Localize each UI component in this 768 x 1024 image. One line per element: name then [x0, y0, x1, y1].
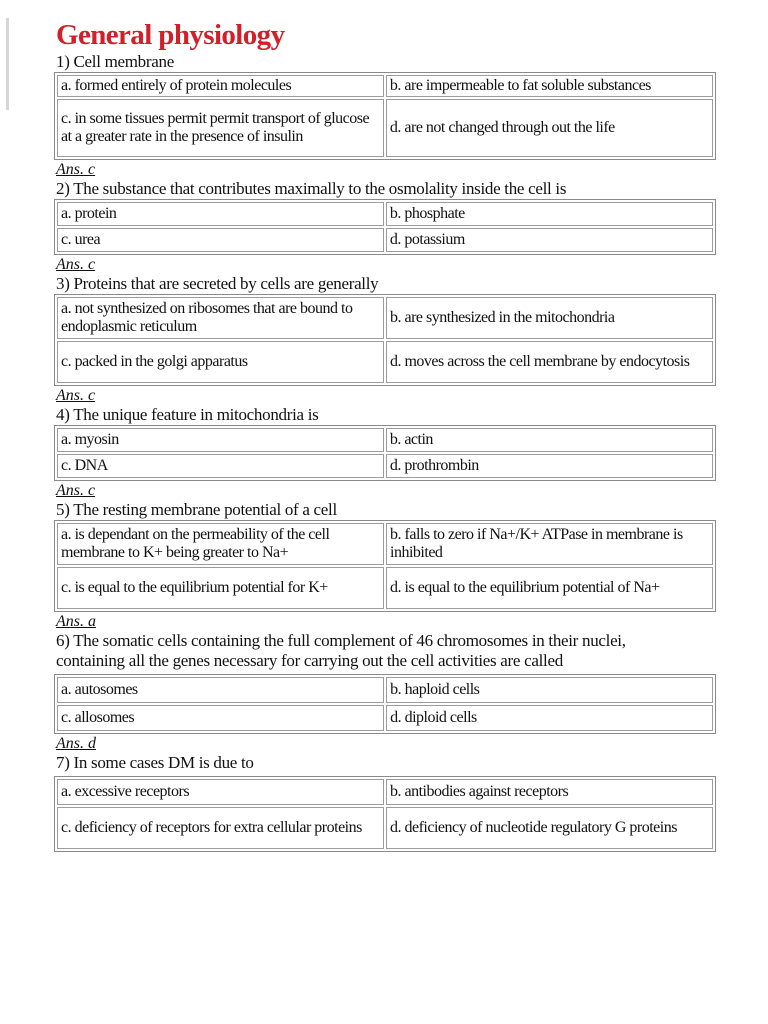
answer-text: Ans. c — [56, 482, 96, 499]
option-cell: c. deficiency of receptors for extra cellular proteins — [57, 807, 384, 849]
option-cell: b. actin — [386, 428, 713, 452]
table-row — [57, 75, 713, 97]
answer-text: Ans. c — [56, 161, 96, 178]
option-cell: a. is dependant on the permeability of the cell membrane to K+ being greater to Na+ — [57, 523, 384, 565]
option-cell: b. antibodies against receptors — [386, 779, 713, 805]
answer-text: Ans. a — [56, 613, 96, 630]
option-cell: d. are not changed through out the life — [386, 99, 713, 157]
option-cell: d. deficiency of nucleotide regulatory G proteins — [386, 807, 713, 849]
option-cell: b. are impermeable to fat soluble substances — [386, 75, 713, 97]
option-cell: a. formed entirely of protein molecules — [57, 75, 384, 97]
answer-text: Ans. d — [56, 735, 96, 752]
question-text: 1) Cell membrane — [56, 52, 174, 71]
option-cell: d. moves across the cell membrane by endocytosis — [386, 341, 713, 383]
options-table — [54, 520, 716, 612]
option-cell: a. excessive receptors — [57, 779, 384, 805]
option-cell: a. autosomes — [57, 677, 384, 703]
options-table — [54, 776, 716, 852]
table-row — [57, 228, 713, 252]
option-cell: a. protein — [57, 202, 384, 226]
question-text: 4) The unique feature in mitochondria is — [56, 405, 319, 424]
option-cell: a. myosin — [57, 428, 384, 452]
option-cell: c. DNA — [57, 454, 384, 478]
question-text: 5) The resting membrane potential of a cell — [56, 500, 337, 519]
table-row — [57, 428, 713, 452]
table-row — [57, 705, 713, 731]
option-cell: d. potassium — [386, 228, 713, 252]
table-row — [57, 202, 713, 226]
option-cell: b. are synthesized in the mitochondria — [386, 297, 713, 339]
page-title: General physiology — [56, 19, 285, 51]
table-row — [57, 677, 713, 703]
table-row — [57, 297, 713, 339]
table-row — [57, 99, 713, 157]
option-cell: d. diploid cells — [386, 705, 713, 731]
table-row — [57, 567, 713, 609]
option-cell: a. not synthesized on ribosomes that are bound to endoplasmic reticulum — [57, 297, 384, 339]
options-table — [54, 294, 716, 386]
options-table — [54, 425, 716, 481]
answer-text: Ans. c — [56, 387, 96, 404]
question-text: 3) Proteins that are secreted by cells are generally — [56, 274, 379, 293]
options-table — [54, 72, 716, 160]
question-text: 7) In some cases DM is due to — [56, 753, 254, 772]
table-row — [57, 807, 713, 849]
table-row — [57, 523, 713, 565]
options-table — [54, 674, 716, 734]
option-cell: c. urea — [57, 228, 384, 252]
option-cell: b. haploid cells — [386, 677, 713, 703]
question-text: 2) The substance that contributes maximally to the osmolality inside the cell is — [56, 179, 567, 198]
option-cell: d. is equal to the equilibrium potential of Na+ — [386, 567, 713, 609]
table-row — [57, 779, 713, 805]
option-cell: c. in some tissues permit permit transport of glucose at a greater rate in the presence of insulin — [57, 99, 384, 157]
options-table — [54, 199, 716, 255]
table-row — [57, 454, 713, 478]
option-cell: b. phosphate — [386, 202, 713, 226]
document-page — [56, 18, 718, 853]
option-cell: c. is equal to the equilibrium potential for K+ — [57, 567, 384, 609]
option-cell: c. packed in the golgi apparatus — [57, 341, 384, 383]
table-row — [57, 341, 713, 383]
answer-text: Ans. c — [56, 256, 96, 273]
option-cell: b. falls to zero if Na+/K+ ATPase in membrane is inhibited — [386, 523, 713, 565]
scroll-indicator — [6, 18, 9, 110]
option-cell: d. prothrombin — [386, 454, 713, 478]
option-cell: c. allosomes — [57, 705, 384, 731]
question-text: 6) The somatic cells containing the full complement of 46 chromosomes in their nuclei, containing all the genes necessary for carrying out the cell activities are called — [56, 631, 626, 670]
